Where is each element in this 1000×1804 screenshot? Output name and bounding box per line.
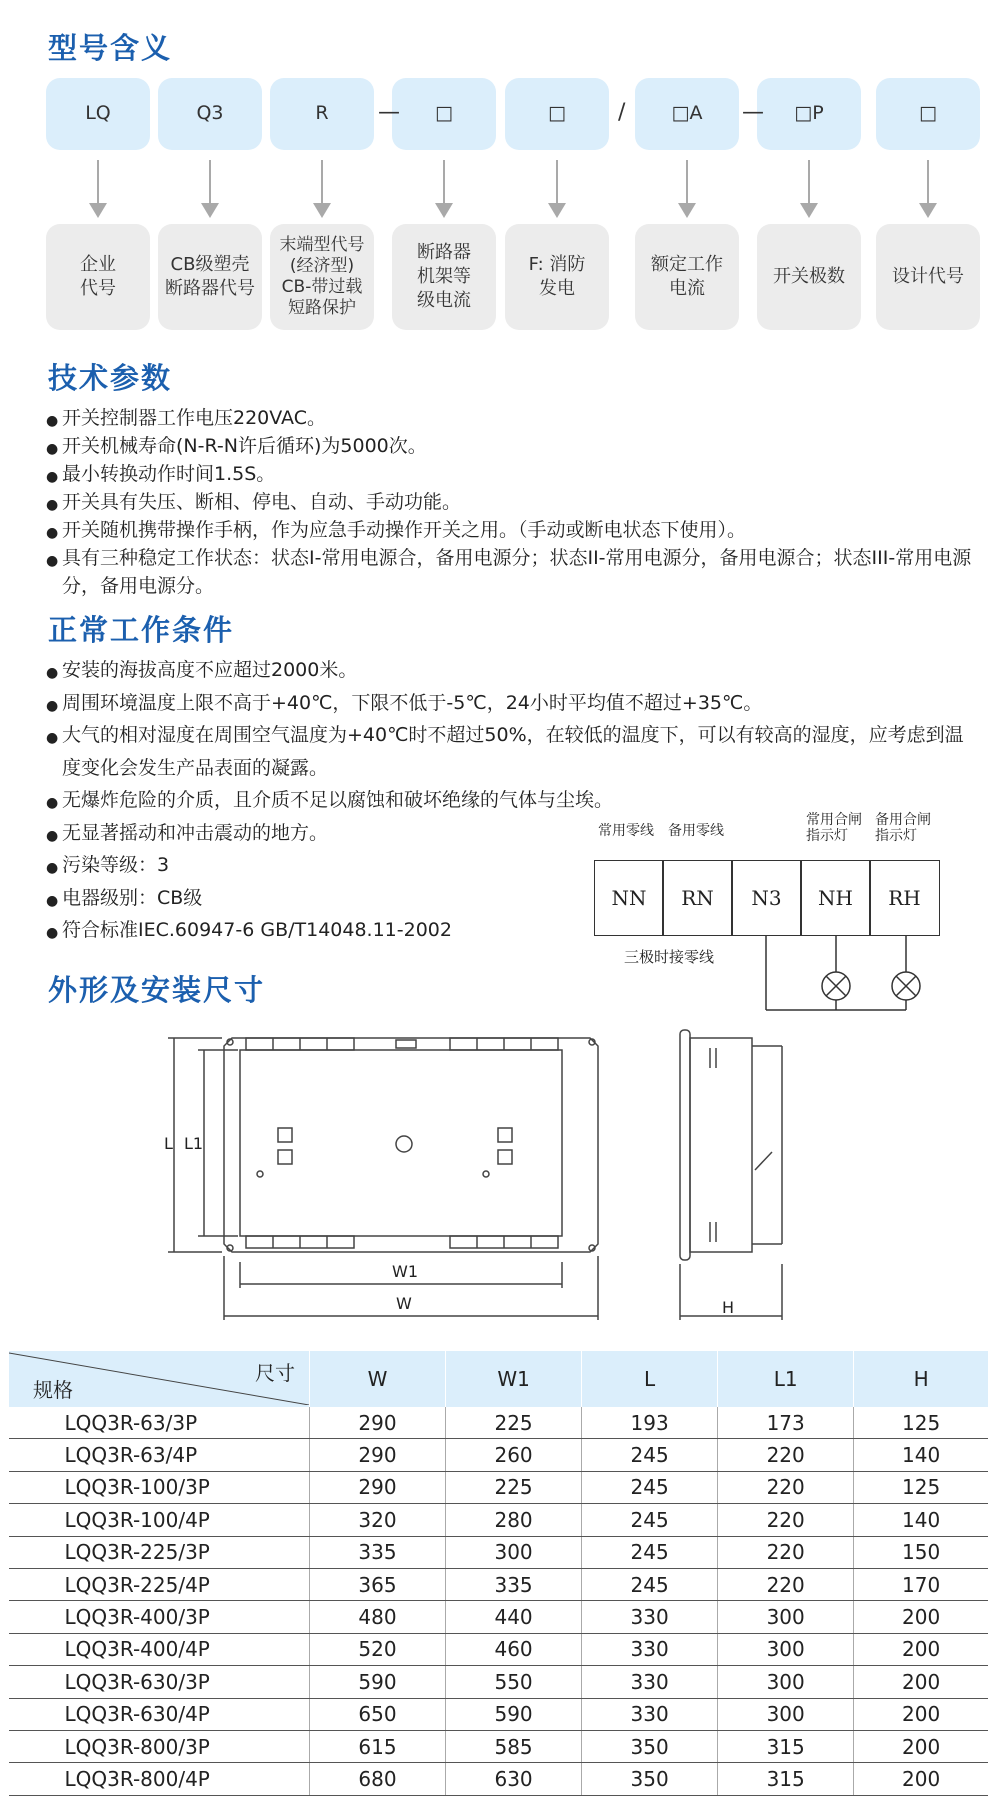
spec-model-cell: LQQ3R-225/4P bbox=[9, 1568, 310, 1600]
model-desc-box: F: 消防 发电 bbox=[505, 224, 609, 330]
spec-value-cell: 220 bbox=[718, 1504, 854, 1536]
spec-value-cell: 365 bbox=[310, 1568, 446, 1600]
section-title-model: 型号含义 bbox=[48, 31, 173, 65]
table-header-row bbox=[9, 1351, 989, 1407]
code-separator: — bbox=[742, 100, 764, 125]
code-separator: / bbox=[618, 100, 626, 125]
spec-value-cell: 170 bbox=[854, 1568, 988, 1600]
section-title-dims: 外形及安装尺寸 bbox=[48, 973, 266, 1007]
spec-value-cell: 245 bbox=[582, 1504, 718, 1536]
arrow-down-icon bbox=[209, 160, 211, 204]
model-code-box: □ bbox=[392, 78, 496, 150]
list-item: ● 污染等级：3 bbox=[48, 849, 978, 882]
spec-model-cell: LQQ3R-400/3P bbox=[9, 1601, 310, 1633]
spec-model-cell: LQQ3R-800/4P bbox=[9, 1763, 310, 1795]
column-header: H bbox=[854, 1351, 988, 1407]
spec-value-cell: 520 bbox=[310, 1633, 446, 1665]
terminal-rh: RH bbox=[869, 860, 940, 936]
spec-value-cell: 440 bbox=[446, 1601, 582, 1633]
spec-value-cell: 315 bbox=[718, 1730, 854, 1762]
spec-model-cell: LQQ3R-100/4P bbox=[9, 1504, 310, 1536]
list-item: ● 开关随机携带操作手柄，作为应急手动操作开关之用。（手动或断电状态下使用）。 bbox=[48, 516, 978, 544]
spec-value-cell: 193 bbox=[582, 1407, 718, 1439]
spec-model-cell: LQQ3R-800/3P bbox=[9, 1730, 310, 1762]
arrow-down-icon bbox=[556, 160, 558, 204]
list-item: ● 无显著摇动和冲击震动的地方。 bbox=[48, 817, 978, 850]
spec-value-cell: 330 bbox=[582, 1633, 718, 1665]
indicator-lamp-icon bbox=[892, 972, 920, 1000]
spec-value-cell: 200 bbox=[854, 1763, 988, 1795]
spec-value-cell: 300 bbox=[718, 1633, 854, 1665]
list-item: ● 最小转换动作时间1.5S。 bbox=[48, 460, 978, 488]
spec-value-cell: 585 bbox=[446, 1730, 582, 1762]
label-rn: 备用零线 bbox=[668, 823, 724, 839]
model-desc-box: 设计代号 bbox=[876, 224, 980, 330]
column-header: L1 bbox=[718, 1351, 854, 1407]
spec-value-cell: 350 bbox=[582, 1763, 718, 1795]
table-row bbox=[9, 1439, 989, 1471]
list-item: ● 开关机械寿命(N-R-N许后循环)为5000次。 bbox=[48, 432, 978, 460]
spec-value-cell: 460 bbox=[446, 1633, 582, 1665]
spec-value-cell: 290 bbox=[310, 1407, 446, 1439]
spec-model-cell: LQQ3R-400/4P bbox=[9, 1633, 310, 1665]
spec-value-cell: 173 bbox=[718, 1407, 854, 1439]
spec-value-cell: 245 bbox=[582, 1536, 718, 1568]
terminal-nn: NN bbox=[594, 860, 664, 936]
dim-label-w1: W1 bbox=[392, 1262, 418, 1281]
spec-value-cell: 300 bbox=[718, 1601, 854, 1633]
spec-model-cell: LQQ3R-630/4P bbox=[9, 1698, 310, 1730]
spec-value-cell: 590 bbox=[446, 1698, 582, 1730]
arrow-down-icon bbox=[97, 160, 99, 204]
spec-value-cell: 335 bbox=[446, 1568, 582, 1600]
spec-value-cell: 140 bbox=[854, 1504, 988, 1536]
spec-value-cell: 315 bbox=[718, 1763, 854, 1795]
list-item: ● 无爆炸危险的介质，且介质不足以腐蚀和破坏绝缘的气体与尘埃。 bbox=[48, 784, 978, 817]
spec-value-cell: 680 bbox=[310, 1763, 446, 1795]
model-code-box: LQ bbox=[46, 78, 150, 150]
table-row bbox=[9, 1407, 989, 1439]
table-row bbox=[9, 1601, 989, 1633]
list-item: ● 安装的海拔高度不应超过2000米。 bbox=[48, 654, 978, 687]
table-row bbox=[9, 1471, 989, 1503]
table-row bbox=[9, 1763, 989, 1795]
arrow-down-icon bbox=[927, 160, 929, 204]
spec-value-cell: 290 bbox=[310, 1471, 446, 1503]
arrow-down-icon bbox=[443, 160, 445, 204]
label-nh: 常用合闸 指示灯 bbox=[806, 812, 862, 844]
model-code-box: □A bbox=[635, 78, 739, 150]
spec-value-cell: 330 bbox=[582, 1698, 718, 1730]
model-code-box: □ bbox=[876, 78, 980, 150]
spec-value-cell: 225 bbox=[446, 1407, 582, 1439]
spec-model-cell: LQQ3R-225/3P bbox=[9, 1536, 310, 1568]
spec-value-cell: 320 bbox=[310, 1504, 446, 1536]
dim-label-l: L bbox=[164, 1134, 173, 1153]
spec-value-cell: 150 bbox=[854, 1536, 988, 1568]
spec-value-cell: 335 bbox=[310, 1536, 446, 1568]
spec-value-cell: 280 bbox=[446, 1504, 582, 1536]
corner-top-label: 尺寸 bbox=[255, 1361, 295, 1385]
terminal-rn: RN bbox=[662, 860, 733, 936]
column-header: L bbox=[582, 1351, 718, 1407]
model-code-box: □ bbox=[505, 78, 609, 150]
model-desc-box: 断路器 机架等 级电流 bbox=[392, 224, 496, 330]
list-item: ● 符合标准IEC.60947-6 GB/T14048.11-2002 bbox=[48, 914, 978, 947]
spec-value-cell: 220 bbox=[718, 1471, 854, 1503]
model-desc-box: 开关极数 bbox=[757, 224, 861, 330]
code-separator: — bbox=[378, 100, 400, 125]
spec-value-cell: 300 bbox=[718, 1698, 854, 1730]
table-row bbox=[9, 1633, 989, 1665]
spec-value-cell: 300 bbox=[446, 1536, 582, 1568]
list-item: ● 周围环境温度上限不高于+40℃，下限不低于-5℃，24小时平均值不超过+35℃。 bbox=[48, 687, 978, 720]
spec-value-cell: 200 bbox=[854, 1601, 988, 1633]
spec-model-cell: LQQ3R-630/3P bbox=[9, 1666, 310, 1698]
section-title-conditions: 正常工作条件 bbox=[48, 613, 235, 647]
list-item: ● 具有三种稳定工作状态：状态I-常用电源合，备用电源分；状态II-常用电源分，备用电源合；状态III-常用电源分，备用电源分。 bbox=[48, 544, 978, 600]
model-code-box: □P bbox=[757, 78, 861, 150]
table-body bbox=[9, 1407, 989, 1795]
column-header: W bbox=[310, 1351, 446, 1407]
tech-param-list bbox=[48, 404, 978, 600]
spec-value-cell: 140 bbox=[854, 1439, 988, 1471]
spec-value-cell: 330 bbox=[582, 1601, 718, 1633]
table-row bbox=[9, 1568, 989, 1600]
table-corner-cell bbox=[9, 1351, 310, 1407]
spec-value-cell: 630 bbox=[446, 1763, 582, 1795]
terminal-nh: NH bbox=[800, 860, 871, 936]
indicator-lamp-icon bbox=[822, 972, 850, 1000]
section-title-tech: 技术参数 bbox=[48, 361, 173, 395]
spec-value-cell: 260 bbox=[446, 1439, 582, 1471]
column-header: W1 bbox=[446, 1351, 582, 1407]
spec-value-cell: 200 bbox=[854, 1633, 988, 1665]
list-item: ● 开关控制器工作电压220VAC。 bbox=[48, 404, 978, 432]
model-code-box: R bbox=[270, 78, 374, 150]
spec-value-cell: 200 bbox=[854, 1698, 988, 1730]
arrow-down-icon bbox=[321, 160, 323, 204]
spec-value-cell: 200 bbox=[854, 1730, 988, 1762]
spec-value-cell: 650 bbox=[310, 1698, 446, 1730]
spec-value-cell: 330 bbox=[582, 1666, 718, 1698]
spec-value-cell: 125 bbox=[854, 1407, 988, 1439]
spec-value-cell: 245 bbox=[582, 1568, 718, 1600]
spec-value-cell: 220 bbox=[718, 1439, 854, 1471]
terminal-n3: N3 bbox=[731, 860, 802, 936]
spec-value-cell: 300 bbox=[718, 1666, 854, 1698]
spec-value-cell: 225 bbox=[446, 1471, 582, 1503]
spec-value-cell: 290 bbox=[310, 1439, 446, 1471]
spec-value-cell: 590 bbox=[310, 1666, 446, 1698]
spec-value-cell: 220 bbox=[718, 1536, 854, 1568]
model-code-box: Q3 bbox=[158, 78, 262, 150]
spec-model-cell: LQQ3R-63/4P bbox=[9, 1439, 310, 1471]
spec-value-cell: 245 bbox=[582, 1471, 718, 1503]
table-row bbox=[9, 1698, 989, 1730]
corner-bottom-label: 规格 bbox=[33, 1378, 73, 1402]
spec-value-cell: 550 bbox=[446, 1666, 582, 1698]
spec-value-cell: 615 bbox=[310, 1730, 446, 1762]
spec-value-cell: 480 bbox=[310, 1601, 446, 1633]
dim-label-w: W bbox=[396, 1294, 412, 1313]
spec-model-cell: LQQ3R-100/3P bbox=[9, 1471, 310, 1503]
model-desc-box: CB级塑壳 断路器代号 bbox=[158, 224, 262, 330]
table-row bbox=[9, 1536, 989, 1568]
model-desc-box: 末端型代号 (经济型) CB-带过载 短路保护 bbox=[270, 224, 374, 330]
list-item: ● 大气的相对湿度在周围空气温度为+40℃时不超过50%，在较低的温度下，可以有较高的湿度，应考虑到温度变化会发生产品表面的凝露。 bbox=[48, 719, 978, 784]
spec-value-cell: 350 bbox=[582, 1730, 718, 1762]
wiring-lines bbox=[760, 934, 960, 1014]
table-row bbox=[9, 1504, 989, 1536]
spec-value-cell: 220 bbox=[718, 1568, 854, 1600]
label-nn: 常用零线 bbox=[598, 823, 654, 839]
spec-value-cell: 125 bbox=[854, 1471, 988, 1503]
label-rh: 备用合闸 指示灯 bbox=[875, 812, 931, 844]
dim-label-h: H bbox=[722, 1298, 735, 1317]
arrow-down-icon bbox=[686, 160, 688, 204]
spec-model-cell: LQQ3R-63/3P bbox=[9, 1407, 310, 1439]
label-n3: 三极时接零线 bbox=[624, 948, 715, 966]
list-item: ● 开关具有失压、断相、停电、自动、手动功能。 bbox=[48, 488, 978, 516]
model-desc-box: 额定工作 电流 bbox=[635, 224, 739, 330]
outline-drawing bbox=[160, 1020, 800, 1350]
model-desc-box: 企业 代号 bbox=[46, 224, 150, 330]
dimension-table bbox=[8, 1351, 988, 1796]
spec-value-cell: 200 bbox=[854, 1666, 988, 1698]
table-row bbox=[9, 1730, 989, 1762]
dim-label-l1: L1 bbox=[184, 1134, 204, 1153]
list-item: ● 电器级别：CB级 bbox=[48, 882, 978, 915]
spec-value-cell: 245 bbox=[582, 1439, 718, 1471]
arrow-down-icon bbox=[808, 160, 810, 204]
table-row bbox=[9, 1666, 989, 1698]
